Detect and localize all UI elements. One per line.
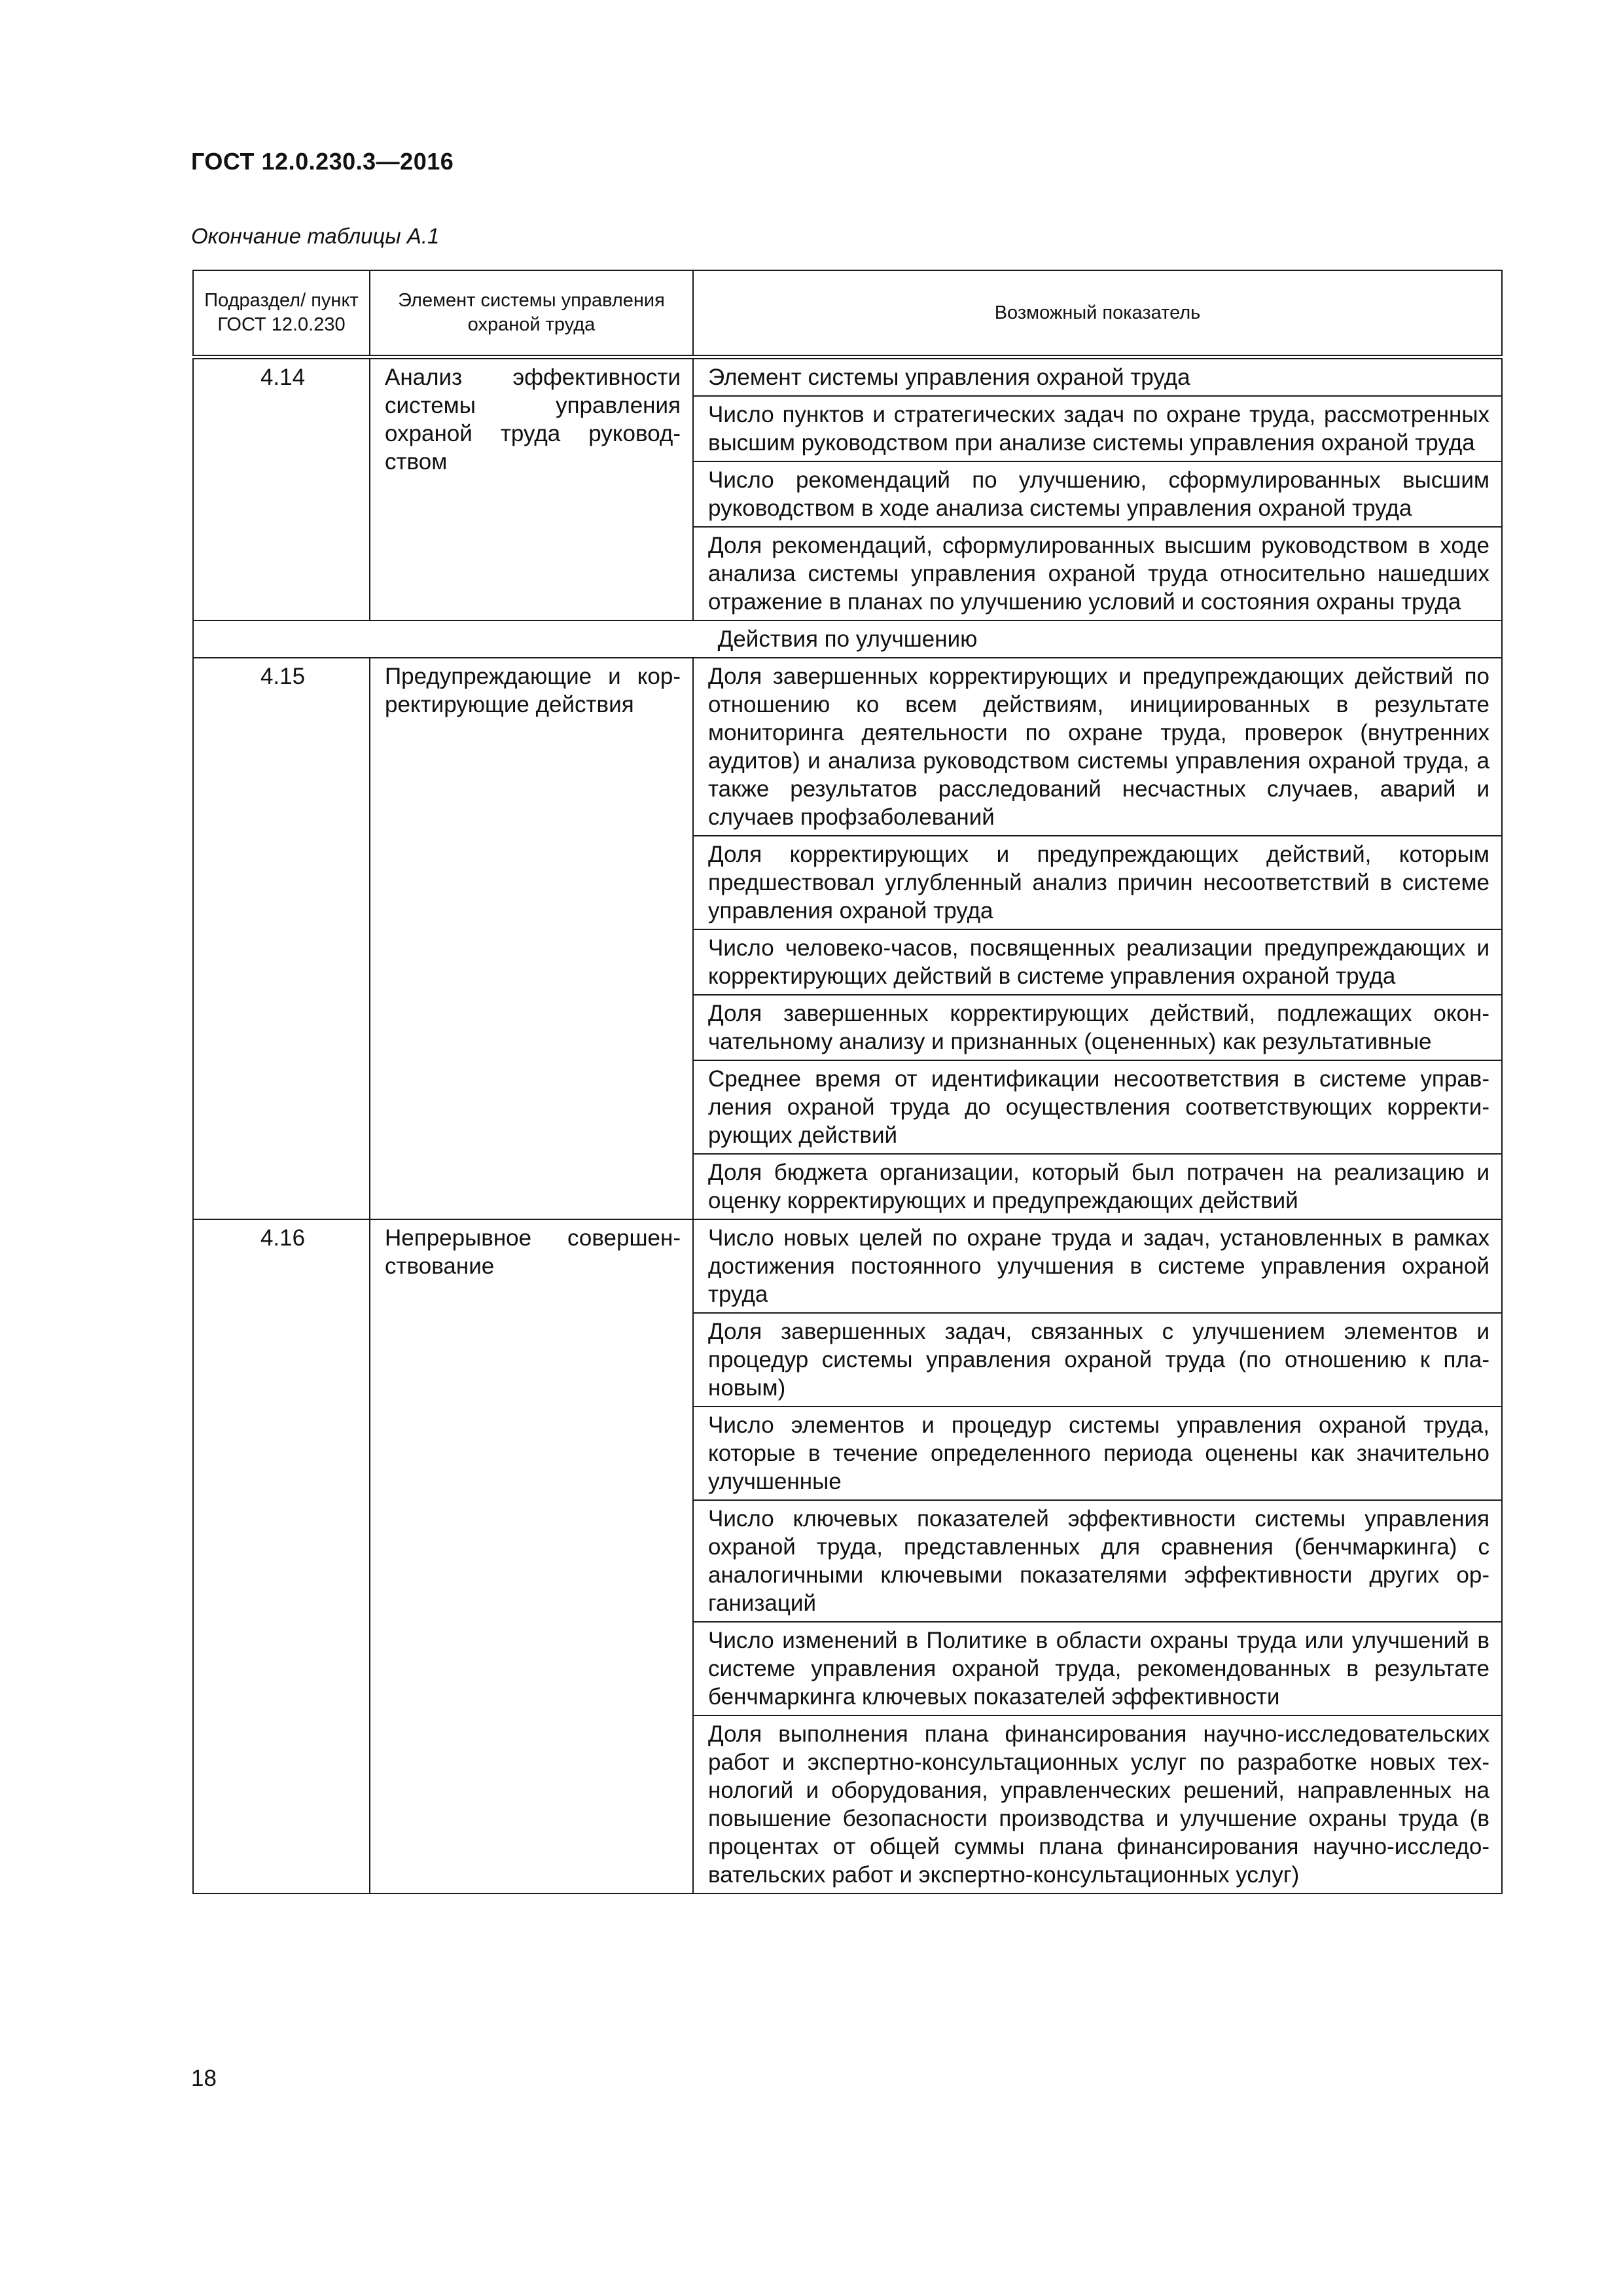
indicator-cell: Доля завершенных корректирующих действий, подлежащих окончательному анализу и признанных (оцененных) как результативные	[693, 995, 1502, 1060]
indicator-cell: Число пунктов и стратегических задач по охране труда, рассмотренных высшим руководством при анализе системы управления охраной труда	[693, 396, 1502, 461]
table-caption: Окончание таблицы А.1	[191, 224, 440, 248]
indicator-table	[192, 270, 1503, 1894]
indicator-cell: Число элементов и процедур системы управления охраной труда, которые в течение определенного периода оценены как значительно улучшенные	[693, 1407, 1502, 1500]
column-header-indicator: Возможный показатель	[693, 270, 1502, 357]
indicator-cell: Число рекомендаций по улучшению, сформулированных высшим руководством в ходе анализа системы управления охраной труда	[693, 461, 1502, 527]
subsection-code: 4.14	[193, 357, 370, 621]
system-element: Непрерывное совершенствование	[370, 1219, 693, 1893]
page-number: 18	[191, 2066, 217, 2091]
indicator-cell: Доля завершенных задач, связанных с улучшением элементов и процедур системы управления охраной труда (по отношению к плановым)	[693, 1313, 1502, 1407]
table-row	[193, 1219, 1502, 1313]
column-header-element: Элемент системы управления охраной труда	[370, 270, 693, 357]
system-element: Анализ эффективности системы управления охраной труда руководством	[370, 357, 693, 621]
subsection-code: 4.15	[193, 658, 370, 1219]
indicator-cell: Элемент системы управления охраной труда	[693, 357, 1502, 397]
indicator-cell: Доля бюджета организации, который был потрачен на реализацию и оценку корректирующих и предупреждающих действий	[693, 1154, 1502, 1219]
indicator-cell: Число ключевых показателей эффективности системы управления охраной труда, представленных для сравнения (бенчмаркинга) с аналогичными ключевыми показателями эффективности других организаций	[693, 1500, 1502, 1622]
section-title: Действия по улучшению	[193, 620, 1502, 658]
table-row	[193, 357, 1502, 397]
indicator-cell: Доля завершенных корректирующих и предупреждающих действий по отношению ко всем действиям, инициированных в результате мониторинга деятельности по охране труда, проверок (внутренних аудитов) и анализа руководством системы управления охраной труда, а также результатов расследований несчастных случаев, аварий и случаев профзаболеваний	[693, 658, 1502, 836]
system-element: Предупреждающие и корректирующие действия	[370, 658, 693, 1219]
indicator-cell: Доля рекомендаций, сформулированных высшим руководством в ходе анализа системы управления охраной труда относительно нашедших отражение в планах по улучшению условий и состояния охраны труда	[693, 527, 1502, 620]
indicator-cell: Доля корректирующих и предупреждающих действий, которым предшествовал углубленный анализ причин несоответствий в системе управления охраной труда	[693, 836, 1502, 929]
indicator-cell: Среднее время от идентификации несоответствия в системе управления охраной труда до осуществления соответствующих корректирующих действий	[693, 1060, 1502, 1154]
document-header-code: ГОСТ 12.0.230.3—2016	[191, 148, 454, 175]
indicator-cell: Число человеко-часов, посвященных реализации предупреждающих и корректирующих действий в системе управления охраной труда	[693, 929, 1502, 995]
indicator-cell: Доля выполнения плана финансирования научно-исследовательских работ и экспертно-консультационных услуг по разработке новых технологий и оборудования, управленческих решений, направленных на повышение безопасности производства и улучшение охраны труда (в процентах от общей суммы плана финансирования научно-исследовательских работ и экспертно-консультационных услуг)	[693, 1715, 1502, 1893]
section-row	[193, 620, 1502, 658]
table-row	[193, 658, 1502, 836]
column-header-subsection: Подраздел/ пункт ГОСТ 12.0.230	[193, 270, 370, 357]
indicator-cell: Число новых целей по охране труда и задач, установленных в рамках достижения постоянного улучшения в системе управления охраной труда	[693, 1219, 1502, 1313]
indicator-cell: Число изменений в Политике в области охраны труда или улучшений в системе управления охраной труда, рекомендованных в результате бенчмаркинга ключевых показателей эффективности	[693, 1622, 1502, 1715]
table-header-row	[193, 270, 1502, 357]
subsection-code: 4.16	[193, 1219, 370, 1893]
